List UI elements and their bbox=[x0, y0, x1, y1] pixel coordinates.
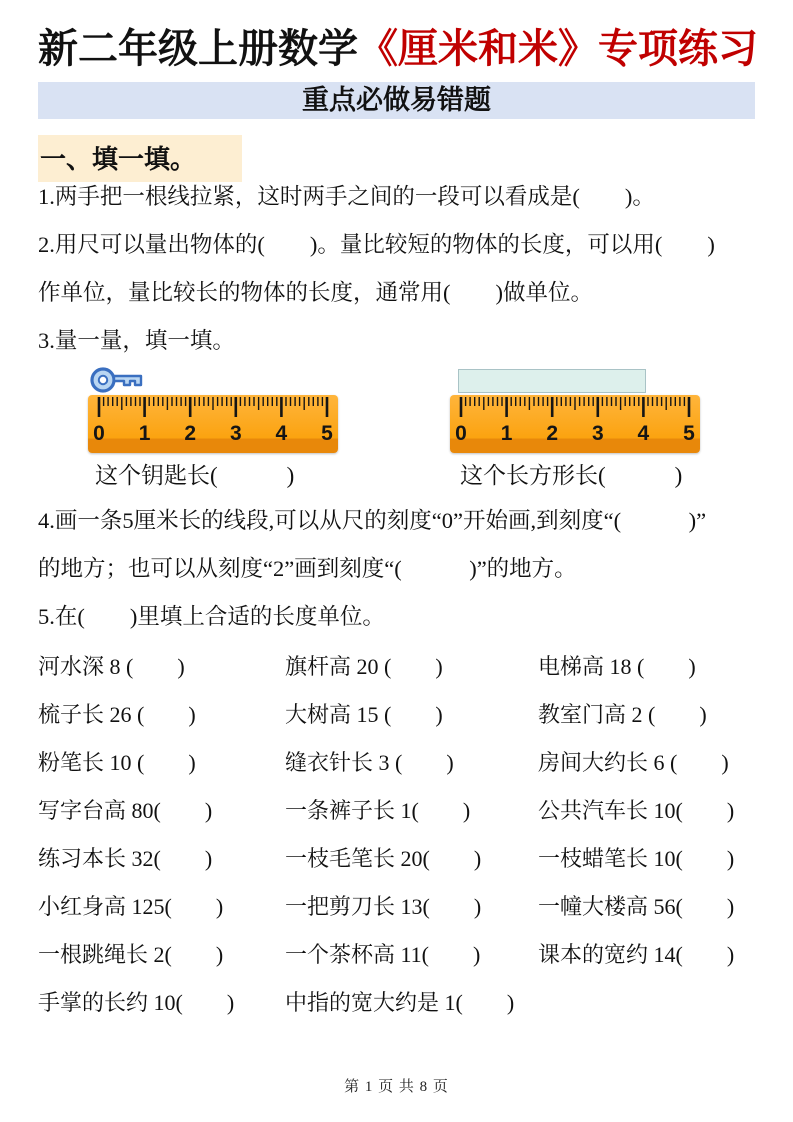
unit-item: 练习本长 32( ) bbox=[38, 845, 213, 871]
unit-item: 一个茶杯高 11( ) bbox=[285, 941, 481, 967]
ruler-ticks bbox=[88, 395, 338, 445]
unit-item: 旗杆高 20 ( ) bbox=[285, 653, 443, 679]
key-icon bbox=[90, 365, 144, 395]
question-2-line1: 2.用尺可以量出物体的( )。量比较短的物体的长度，可以用( ) bbox=[38, 232, 715, 257]
question-4-line1: 4.画一条5厘米长的线段,可以从尺的刻度“0”开始画,到刻度“( )” bbox=[38, 508, 707, 533]
unit-items-grid bbox=[38, 641, 755, 1025]
caption-rect-length: 这个长方形长( ) bbox=[460, 463, 683, 488]
unit-item: 大树高 15 ( ) bbox=[285, 701, 443, 727]
page-title-black: 新二年级上册数学 bbox=[38, 26, 358, 71]
svg-text:4: 4 bbox=[275, 422, 288, 445]
unit-item: 粉笔长 10 ( ) bbox=[38, 749, 196, 775]
question-1: 1.两手把一根线拉紧，这时两手之间的一段可以看成是( )。 bbox=[38, 184, 655, 209]
question-5: 5.在( )里填上合适的长度单位。 bbox=[38, 604, 385, 629]
unit-item: 缝衣针长 3 ( ) bbox=[285, 749, 454, 775]
svg-text:1: 1 bbox=[138, 422, 151, 445]
question-2-line2: 作单位，量比较长的物体的长度，通常用( )做单位。 bbox=[38, 280, 593, 305]
unit-item: 梳子长 26 ( ) bbox=[38, 701, 196, 727]
svg-text:3: 3 bbox=[591, 422, 604, 445]
unit-item: 房间大约长 6 ( ) bbox=[538, 749, 729, 775]
subtitle-banner: 重点必做易错题 bbox=[38, 82, 755, 119]
unit-item: 手掌的长约 10( ) bbox=[38, 989, 235, 1015]
page-title-red: 《厘米和米》专项练习 bbox=[358, 26, 758, 71]
unit-item: 教室门高 2 ( ) bbox=[538, 701, 707, 727]
ruler-key bbox=[88, 395, 338, 453]
measuring-figures bbox=[38, 365, 755, 455]
svg-text:5: 5 bbox=[321, 422, 333, 445]
figure-captions bbox=[38, 455, 755, 497]
unit-item: 河水深 8 ( ) bbox=[38, 653, 185, 679]
question-4-line2: 的地方；也可以从刻度“2”画到刻度“( )”的地方。 bbox=[38, 556, 577, 581]
svg-text:1: 1 bbox=[500, 422, 513, 445]
page-title bbox=[38, 0, 758, 72]
svg-text:2: 2 bbox=[184, 422, 197, 445]
unit-item: 公共汽车长 10( ) bbox=[538, 797, 735, 823]
svg-text:4: 4 bbox=[637, 422, 650, 445]
unit-item: 一枝蜡笔长 10( ) bbox=[538, 845, 735, 871]
unit-item: 小红身高 125( ) bbox=[38, 893, 224, 919]
unit-item: 一幢大楼高 56( ) bbox=[538, 893, 735, 919]
svg-text:5: 5 bbox=[683, 422, 695, 445]
svg-text:3: 3 bbox=[229, 422, 242, 445]
page-footer: 第 1 页 共 8 页 bbox=[344, 1079, 449, 1095]
unit-item: 一根跳绳长 2( ) bbox=[38, 941, 224, 967]
unit-item: 一枝毛笔长 20( ) bbox=[285, 845, 482, 871]
ruler-ticks bbox=[450, 395, 700, 445]
unit-item: 电梯高 18 ( ) bbox=[538, 653, 696, 679]
svg-text:0: 0 bbox=[93, 422, 105, 445]
question-3: 3.量一量，填一填。 bbox=[38, 328, 235, 353]
unit-item: 写字台高 80( ) bbox=[38, 797, 213, 823]
unit-item: 中指的宽大约是 1( ) bbox=[285, 989, 515, 1015]
ruler-rectangle bbox=[450, 395, 700, 453]
section-heading-row bbox=[38, 135, 755, 173]
unit-item: 一条裤子长 1( ) bbox=[285, 797, 471, 823]
caption-key-length: 这个钥匙长( ) bbox=[95, 463, 295, 488]
unit-item: 课本的宽约 14( ) bbox=[538, 941, 735, 967]
svg-text:2: 2 bbox=[546, 422, 559, 445]
rectangle-shape bbox=[458, 369, 646, 393]
section-heading: 一、填一填。 bbox=[38, 135, 242, 182]
svg-text:0: 0 bbox=[455, 422, 467, 445]
unit-item: 一把剪刀长 13( ) bbox=[285, 893, 482, 919]
